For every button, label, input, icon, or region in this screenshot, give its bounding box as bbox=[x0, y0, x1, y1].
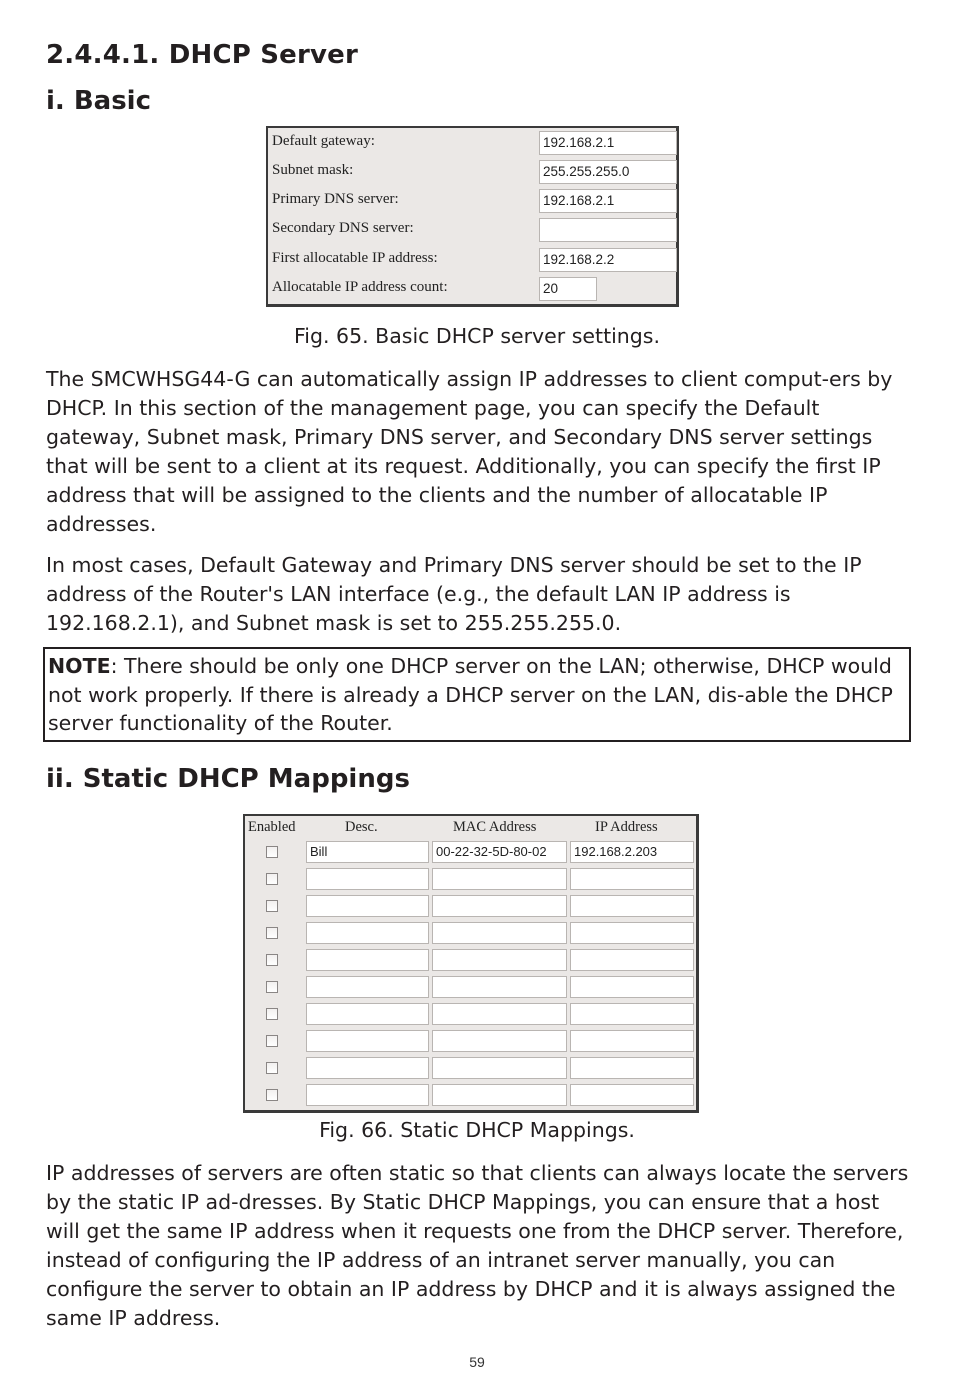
ip-input[interactable] bbox=[570, 922, 694, 944]
ip-input[interactable] bbox=[570, 1084, 694, 1106]
form-row-primary-dns bbox=[272, 189, 677, 213]
mac-input[interactable] bbox=[432, 949, 567, 971]
mapping-row bbox=[245, 841, 695, 865]
enabled-checkbox[interactable] bbox=[266, 1089, 278, 1101]
ip-input[interactable] bbox=[570, 1003, 694, 1025]
mapping-row bbox=[245, 976, 695, 1000]
field-label: Primary DNS server: bbox=[272, 191, 399, 207]
column-header-ip: IP Address bbox=[595, 819, 658, 835]
basic-heading: i. Basic bbox=[46, 86, 152, 116]
field-label: Allocatable IP address count: bbox=[272, 279, 448, 295]
column-header-mac: MAC Address bbox=[453, 819, 537, 835]
mapping-row bbox=[245, 949, 695, 973]
desc-input[interactable] bbox=[306, 895, 429, 917]
paragraph: In most cases, Default Gateway and Primary DNS server should be set to the IP address of the Router's LAN interface (e.g., the default LAN IP address is 192.168.2.1), and Subnet mask is set to 255.255.255.0. bbox=[46, 553, 862, 635]
field-label: Secondary DNS server: bbox=[272, 220, 414, 236]
basic-dhcp-settings-figure bbox=[266, 126, 679, 307]
enabled-checkbox[interactable] bbox=[266, 1062, 278, 1074]
desc-input[interactable] bbox=[306, 949, 429, 971]
ip-input[interactable] bbox=[570, 1057, 694, 1079]
desc-input[interactable] bbox=[306, 1057, 429, 1079]
form-row-secondary-dns bbox=[272, 218, 677, 242]
mac-input[interactable] bbox=[432, 1030, 567, 1052]
column-header-desc: Desc. bbox=[345, 819, 378, 835]
field-label: Subnet mask: bbox=[272, 162, 354, 178]
mapping-row bbox=[245, 922, 695, 946]
paragraph: The SMCWHSG44-G can automatically assign IP addresses to client comput-ers by DHCP. In this section of the management page, you can specify the Default gateway, Subnet mask, Primary DNS server, and Secondary DNS server settings that will be sent to a client at its request. Additionally, you can specify the first IP address that will be assigned to the clients and the number of allocatable IP addresses. bbox=[46, 367, 893, 536]
mac-input[interactable] bbox=[432, 1084, 567, 1106]
enabled-checkbox[interactable] bbox=[266, 900, 278, 912]
mac-input[interactable]: 00-22-32-5D-80-02 bbox=[432, 841, 567, 863]
ip-input[interactable] bbox=[570, 949, 694, 971]
enabled-checkbox[interactable] bbox=[266, 1035, 278, 1047]
mapping-row bbox=[245, 1057, 695, 1081]
form-row-default-gateway bbox=[272, 131, 677, 155]
desc-input[interactable] bbox=[306, 976, 429, 998]
desc-input[interactable] bbox=[306, 1003, 429, 1025]
static-heading: ii. Static DHCP Mappings bbox=[46, 764, 410, 794]
form-row-subnet-mask bbox=[272, 160, 677, 184]
secondary-dns-input[interactable] bbox=[539, 218, 677, 242]
enabled-checkbox[interactable] bbox=[266, 954, 278, 966]
mapping-row bbox=[245, 1084, 695, 1108]
field-label: Default gateway: bbox=[272, 133, 375, 149]
enabled-checkbox[interactable] bbox=[266, 1008, 278, 1020]
mapping-row bbox=[245, 1003, 695, 1027]
enabled-checkbox[interactable] bbox=[266, 873, 278, 885]
static-dhcp-mappings-figure bbox=[243, 814, 699, 1113]
mapping-row bbox=[245, 895, 695, 919]
enabled-checkbox[interactable] bbox=[266, 846, 278, 858]
default-gateway-input[interactable]: 192.168.2.1 bbox=[539, 131, 677, 155]
note-text: : There should be only one DHCP server on the LAN; otherwise, DHCP would not work properly. If there is already a DHCP server on the LAN, dis-able the DHCP server functionality of the Router. bbox=[48, 654, 893, 735]
section-title: 2.4.4.1. DHCP Server bbox=[46, 40, 359, 70]
field-label: First allocatable IP address: bbox=[272, 250, 438, 266]
ip-input[interactable] bbox=[570, 868, 694, 890]
column-header-enabled: Enabled bbox=[248, 819, 296, 835]
desc-input[interactable]: Bill bbox=[306, 841, 429, 863]
primary-dns-input[interactable]: 192.168.2.1 bbox=[539, 189, 677, 213]
form-row-ip-count bbox=[272, 277, 677, 301]
enabled-checkbox[interactable] bbox=[266, 927, 278, 939]
mac-input[interactable] bbox=[432, 922, 567, 944]
mac-input[interactable] bbox=[432, 1003, 567, 1025]
desc-input[interactable] bbox=[306, 1084, 429, 1106]
enabled-checkbox[interactable] bbox=[266, 981, 278, 993]
ip-input[interactable]: 192.168.2.203 bbox=[570, 841, 694, 863]
mapping-row bbox=[245, 868, 695, 892]
paragraph: IP addresses of servers are often static so that clients can always locate the servers by the static IP ad-dresses. By Static DHCP Mappings, you can ensure that a host will get the same IP address when it requests one from the DHCP server. Therefore, instead of configuring the IP address of an intranet server manually, you can configure the server to obtain an IP address by DHCP and it is always assigned the same IP address. bbox=[46, 1161, 909, 1330]
figure-caption: Fig. 66. Static DHCP Mappings. bbox=[319, 1118, 635, 1142]
ip-count-input[interactable]: 20 bbox=[539, 277, 597, 301]
desc-input[interactable] bbox=[306, 1030, 429, 1052]
mac-input[interactable] bbox=[432, 1057, 567, 1079]
subnet-mask-input[interactable]: 255.255.255.0 bbox=[539, 160, 677, 184]
desc-input[interactable] bbox=[306, 868, 429, 890]
mapping-row bbox=[245, 1030, 695, 1054]
form-row-first-ip bbox=[272, 248, 677, 272]
figure-caption: Fig. 65. Basic DHCP server settings. bbox=[293, 324, 661, 348]
mac-input[interactable] bbox=[432, 868, 567, 890]
mac-input[interactable] bbox=[432, 976, 567, 998]
desc-input[interactable] bbox=[306, 922, 429, 944]
ip-input[interactable] bbox=[570, 1030, 694, 1052]
ip-input[interactable] bbox=[570, 976, 694, 998]
ip-input[interactable] bbox=[570, 895, 694, 917]
note-box bbox=[43, 647, 911, 742]
page-number: 59 bbox=[469, 1354, 485, 1370]
note-label: NOTE bbox=[48, 654, 111, 678]
first-ip-input[interactable]: 192.168.2.2 bbox=[539, 248, 677, 272]
mac-input[interactable] bbox=[432, 895, 567, 917]
